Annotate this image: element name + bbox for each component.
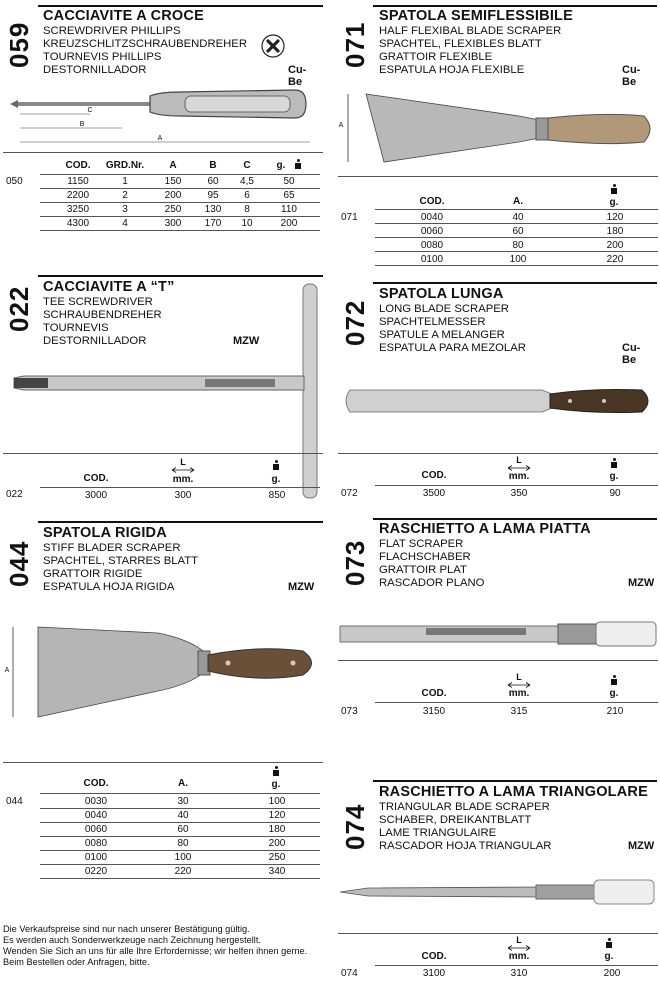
- table-rule: [375, 251, 658, 252]
- flexible-scraper-image: [344, 92, 656, 164]
- phillips-screwdriver-image: [10, 86, 320, 152]
- table-cell: 80: [512, 240, 524, 251]
- table-cell: 200: [603, 968, 621, 979]
- table-cell: 200: [164, 190, 182, 201]
- section-title: RASCHIETTO A LAMA PIATTA: [379, 521, 591, 537]
- table-cell: 8: [244, 204, 250, 215]
- footer-line: Beim Bestellen oder Anfragen, bitte.: [3, 957, 150, 967]
- table-cell: 6: [244, 190, 250, 201]
- table-cell: 0080: [420, 240, 444, 251]
- row-code: 022: [6, 489, 23, 500]
- table-cell: 250: [164, 204, 182, 215]
- table-cell: 1150: [67, 176, 89, 187]
- section-code: 072: [340, 299, 370, 346]
- footer-line: Wenden Sie Sich an uns für alle Ihre Erfordernisse; wir helfen ihnen gerne.: [3, 946, 308, 956]
- section-code: 074: [340, 803, 370, 850]
- subtitle-line: TEE SCREWDRIVER: [43, 296, 153, 308]
- length-marker: L: [516, 935, 522, 945]
- section-title: CACCIAVITE A CROCE: [43, 8, 204, 24]
- divider: [338, 660, 658, 661]
- column-header: g.: [609, 688, 619, 699]
- table-cell: 1: [122, 176, 128, 187]
- table-rule: [40, 850, 320, 851]
- table-cell: 60: [207, 176, 219, 187]
- divider: [338, 933, 658, 934]
- table-cell: 60: [177, 824, 189, 835]
- table-cell: 4300: [66, 218, 90, 229]
- table-cell: 10: [241, 218, 253, 229]
- material-label: Cu-Be: [622, 342, 641, 366]
- table-cell: 3150: [422, 706, 446, 717]
- column-header: COD.: [83, 778, 109, 789]
- table-cell: 220: [174, 866, 192, 877]
- length-arrow-icon: [171, 467, 195, 473]
- table-cell: 200: [280, 218, 298, 229]
- table-cell: 200: [268, 838, 286, 849]
- table-cell: 30: [177, 796, 189, 807]
- table-cell: 0100: [84, 852, 108, 863]
- table-cell: 110: [281, 204, 297, 215]
- subtitle-line: SCHRAUBENDREHER: [43, 309, 162, 321]
- section-title: SPATOLA LUNGA: [379, 286, 504, 302]
- table-cell: 3250: [66, 204, 90, 215]
- subtitle-line: DESTORNILLADOR: [43, 335, 147, 347]
- subtitle-line: ESPATULA PARA MEZOLAR: [379, 342, 526, 354]
- subtitle-line: SPACHTEL, FLEXIBLES BLATT: [379, 38, 542, 50]
- table-rule: [375, 209, 658, 210]
- subtitle-line: GRATTOIR FLEXIBLE: [379, 51, 493, 63]
- table-cell: 2200: [66, 190, 90, 201]
- table-cell: 95: [207, 190, 219, 201]
- subtitle-line: TOURNEVIS: [43, 322, 109, 334]
- subtitle-line: TOURNEVIS PHILLIPS: [43, 51, 162, 63]
- table-cell: 4: [122, 218, 128, 229]
- divider: [338, 176, 658, 177]
- table-cell: 120: [268, 810, 286, 821]
- section-code: 022: [4, 285, 34, 332]
- table-cell: 4,5: [240, 176, 254, 187]
- section-code: 059: [4, 21, 34, 68]
- table-cell: 40: [177, 810, 189, 821]
- table-cell: 200: [606, 240, 624, 251]
- table-cell: 180: [606, 226, 624, 237]
- subtitle-line: LAME TRIANGULAIRE: [379, 827, 497, 839]
- triangular-scraper-image: [338, 876, 658, 908]
- row-code: 044: [6, 796, 23, 807]
- column-header: C: [243, 160, 251, 171]
- column-header: g.: [604, 951, 614, 962]
- table-cell: 0060: [84, 824, 108, 835]
- table-rule: [40, 188, 320, 189]
- column-header: A: [169, 160, 177, 171]
- subtitle-line: RASCADOR HOJA TRIANGULAR: [379, 840, 552, 852]
- column-header: mm.: [508, 688, 530, 699]
- column-header: mm.: [508, 471, 530, 482]
- section-title: RASCHIETTO A LAMA TRIANGOLARE: [379, 784, 648, 800]
- weight-icon: [611, 675, 617, 685]
- table-cell: 0080: [84, 838, 108, 849]
- dimension-c-label: C: [87, 107, 93, 114]
- table-cell: 0040: [84, 810, 108, 821]
- subtitle-line: ESPATULA HOJA RIGIDA: [43, 581, 175, 593]
- table-cell: 130: [204, 204, 222, 215]
- table-rule: [40, 487, 320, 488]
- phillips-head-icon: [261, 34, 285, 58]
- table-cell: 100: [174, 852, 192, 863]
- subtitle-line: FLAT SCRAPER: [379, 538, 464, 550]
- table-cell: 850: [268, 490, 286, 501]
- table-cell: 300: [164, 218, 182, 229]
- material-label: MZW: [288, 581, 315, 593]
- weight-icon: [273, 460, 279, 470]
- table-rule: [40, 808, 320, 809]
- table-cell: 3: [122, 204, 128, 215]
- subtitle-line: GRATTOIR PLAT: [379, 564, 467, 576]
- column-header: COD.: [421, 688, 447, 699]
- section-title: SPATOLA SEMIFLESSIBILE: [379, 8, 573, 24]
- section-code: 044: [4, 540, 34, 587]
- length-marker: L: [180, 457, 186, 467]
- dimension-b-label: B: [79, 121, 85, 128]
- weight-icon: [273, 766, 279, 776]
- material-label: MZW: [628, 840, 655, 852]
- table-cell: 180: [268, 824, 286, 835]
- dimension-a-label: A: [157, 135, 163, 142]
- long-spatula-image: [342, 384, 656, 418]
- subtitle-line: STIFF BLADER SCRAPER: [43, 542, 181, 554]
- table-rule: [375, 702, 658, 703]
- table-cell: 3100: [422, 968, 446, 979]
- subtitle-line: SCHABER, DREIKANTBLATT: [379, 814, 532, 826]
- divider: [3, 152, 323, 153]
- divider: [3, 762, 323, 763]
- table-cell: 310: [510, 968, 528, 979]
- table-cell: 3500: [422, 488, 446, 499]
- column-header: B: [209, 160, 217, 171]
- divider: [3, 453, 323, 454]
- section-rule: [373, 780, 657, 782]
- length-marker: L: [516, 672, 522, 682]
- section-code: 073: [340, 539, 370, 586]
- footer-line: Es werden auch Sonderwerkzeuge nach Zeichnung hergestellt.: [3, 935, 261, 945]
- table-cell: 210: [606, 706, 624, 717]
- table-cell: 2: [122, 190, 128, 201]
- row-code: 072: [341, 488, 358, 499]
- weight-icon: [295, 159, 301, 169]
- section-title: SPATOLA RIGIDA: [43, 525, 167, 541]
- subtitle-line: DESTORNILLADOR: [43, 64, 147, 76]
- section-code: 071: [340, 21, 370, 68]
- subtitle-line: SPACHTELMESSER: [379, 316, 486, 328]
- table-rule: [40, 822, 320, 823]
- table-rule: [375, 265, 658, 266]
- material-label: MZW: [628, 577, 655, 589]
- table-rule: [40, 202, 320, 203]
- subtitle-line: LONG BLADE SCRAPER: [379, 303, 509, 315]
- dimension-a-label: A: [4, 667, 10, 674]
- subtitle-line: HALF FLEXIBAL BLADE SCRAPER: [379, 25, 562, 37]
- material-label: MZW: [233, 335, 260, 347]
- table-cell: 170: [204, 218, 222, 229]
- column-header: g.: [271, 474, 281, 485]
- flat-scraper-image: [338, 618, 658, 652]
- table-rule: [40, 216, 320, 217]
- column-header: mm.: [172, 474, 194, 485]
- table-cell: 0100: [420, 254, 444, 265]
- column-header: COD.: [421, 470, 447, 481]
- subtitle-line: GRATTOIR RIGIDE: [43, 568, 143, 580]
- stiff-scraper-image: [8, 625, 323, 720]
- row-code: 050: [6, 176, 23, 187]
- table-cell: 150: [164, 176, 182, 187]
- section-rule: [373, 5, 657, 7]
- divider: [338, 453, 658, 454]
- section-rule: [373, 518, 657, 520]
- table-rule: [40, 864, 320, 865]
- column-header: g.: [609, 197, 619, 208]
- table-rule: [40, 174, 320, 175]
- column-header: mm.: [508, 951, 530, 962]
- table-cell: 60: [512, 226, 524, 237]
- section-rule: [38, 5, 323, 7]
- weight-icon: [606, 938, 612, 948]
- table-cell: 100: [268, 796, 286, 807]
- subtitle-line: ESPATULA HOJA FLEXIBLE: [379, 64, 525, 76]
- subtitle-line: TRIANGULAR BLADE SCRAPER: [379, 801, 550, 813]
- table-cell: 0060: [420, 226, 444, 237]
- material-label: Cu-Be: [622, 64, 641, 88]
- row-code: 074: [341, 968, 358, 979]
- column-header: g.: [271, 779, 281, 790]
- table-rule: [375, 237, 658, 238]
- table-cell: 0220: [84, 866, 108, 877]
- column-header: g.: [276, 160, 286, 171]
- column-header: A.: [513, 196, 523, 207]
- weight-icon: [611, 184, 617, 194]
- table-cell: 40: [512, 212, 524, 223]
- table-rule: [375, 485, 658, 486]
- table-rule: [40, 230, 320, 231]
- weight-icon: [611, 458, 617, 468]
- row-code: 073: [341, 706, 358, 717]
- table-rule: [375, 965, 658, 966]
- table-cell: 340: [268, 866, 286, 877]
- column-header: g.: [609, 471, 619, 482]
- section-rule: [38, 275, 323, 277]
- subtitle-line: SPACHTEL, STARRES BLATT: [43, 555, 199, 567]
- table-cell: 220: [606, 254, 624, 265]
- table-rule: [375, 223, 658, 224]
- table-cell: 80: [177, 838, 189, 849]
- material-label: Cu-Be: [288, 64, 307, 88]
- column-header: A.: [178, 778, 188, 789]
- table-rule: [40, 836, 320, 837]
- column-header: COD.: [419, 196, 445, 207]
- table-cell: 0040: [420, 212, 444, 223]
- table-cell: 90: [609, 488, 621, 499]
- column-header: COD.: [421, 951, 447, 962]
- table-rule: [40, 878, 320, 879]
- row-code: 071: [341, 212, 358, 223]
- section-rule: [373, 282, 657, 284]
- dimension-a-label: A: [338, 122, 344, 129]
- table-cell: 315: [510, 706, 528, 717]
- section-title: CACCIAVITE A “T”: [43, 279, 175, 295]
- length-marker: L: [516, 455, 522, 465]
- footer-line: Die Verkaufspreise sind nur nach unserer Bestätigung gültig.: [3, 924, 250, 934]
- table-cell: 65: [283, 190, 295, 201]
- table-cell: 100: [509, 254, 527, 265]
- subtitle-line: RASCADOR PLANO: [379, 577, 485, 589]
- column-header: COD.: [83, 473, 109, 484]
- table-cell: 3000: [84, 490, 108, 501]
- table-cell: 250: [268, 852, 286, 863]
- subtitle-line: SPATULE A MELANGER: [379, 329, 505, 341]
- table-cell: 300: [174, 490, 192, 501]
- table-cell: 120: [606, 212, 624, 223]
- table-cell: 0030: [84, 796, 108, 807]
- section-rule: [38, 521, 323, 523]
- column-header: GRD.Nr.: [105, 160, 145, 171]
- subtitle-line: KREUZSCHLITZSCHRAUBENDREHER: [43, 38, 247, 50]
- table-rule: [40, 793, 320, 794]
- table-cell: 50: [283, 176, 295, 187]
- footer-note: [3, 924, 323, 968]
- tee-screwdriver-image: [10, 284, 330, 500]
- subtitle-line: SCREWDRIVER PHILLIPS: [43, 25, 181, 37]
- column-header: COD.: [65, 160, 91, 171]
- table-cell: 350: [510, 488, 528, 499]
- subtitle-line: FLACHSCHABER: [379, 551, 471, 563]
